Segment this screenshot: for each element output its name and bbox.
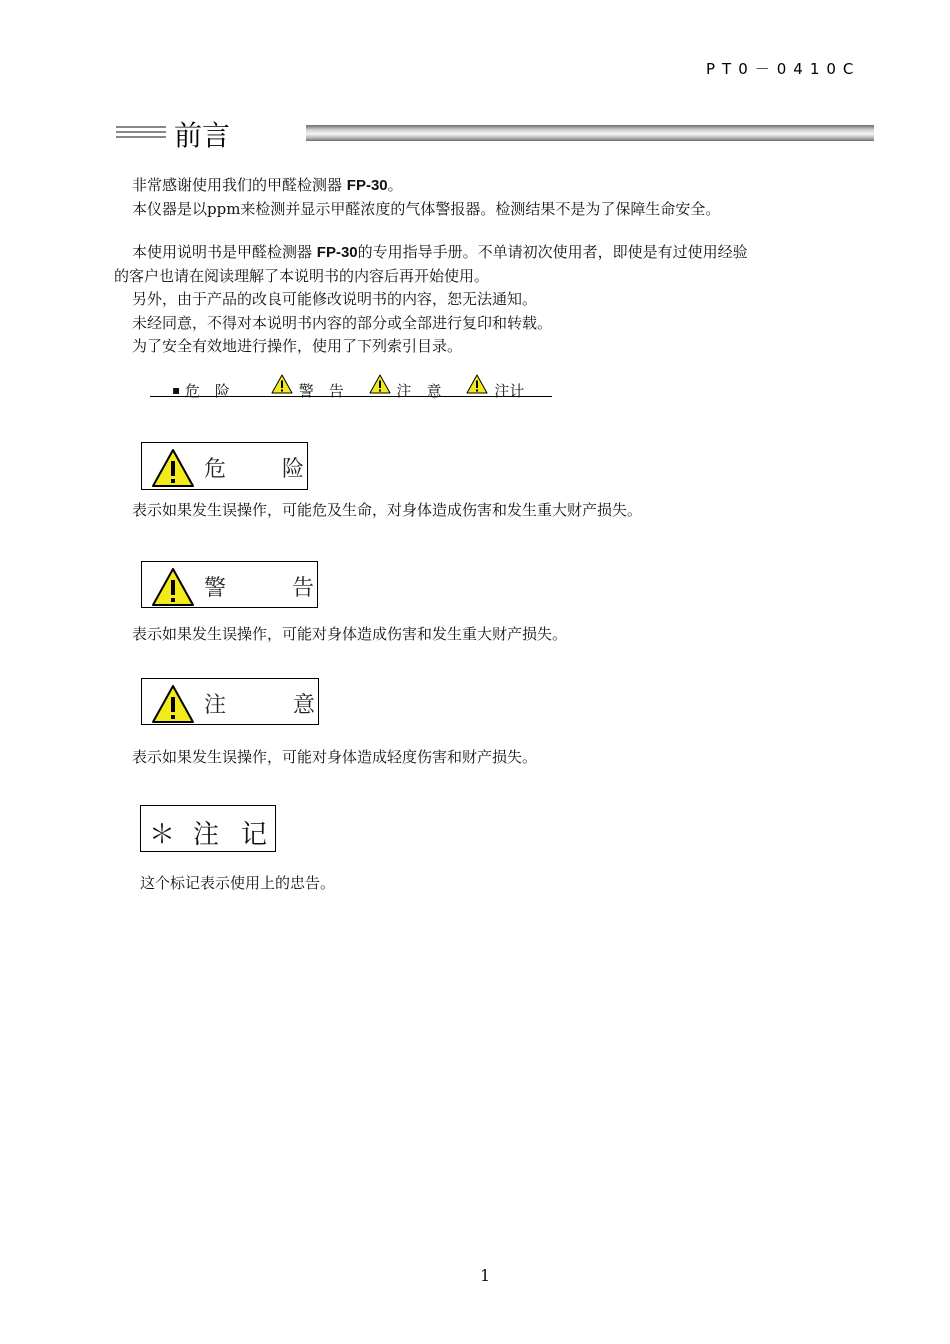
document-code: PT0－0410C <box>706 60 861 78</box>
model-name: FP-30 <box>316 244 358 261</box>
paragraph-4: 另外，由于产品的改良可能修改说明书的内容，恕无法通知。 <box>132 290 538 308</box>
legend-note: 注计 <box>494 381 525 400</box>
caution-label-box: 注 意 <box>141 678 319 725</box>
warning-description: 表示如果发生误操作，可能对身体造成伤害和发生重大财产损失。 <box>132 625 568 643</box>
warning-triangle-icon <box>151 684 195 724</box>
paragraph-5: 未经同意，不得对本说明书内容的部分或全部进行复印和转载。 <box>132 313 553 332</box>
bullet-icon: ▪ <box>172 383 181 397</box>
paragraph-2: 本仪器是以ppm来检测并显示甲醛浓度的气体警报器。检测结果不是为了保障生命安全。 <box>132 199 721 218</box>
intro-text <box>114 174 874 359</box>
legend-danger: 危 险 <box>184 381 230 400</box>
note-description: 这个标记表示使用上的忠告。 <box>140 874 336 892</box>
symbol-legend <box>150 374 552 400</box>
heading-decor-lines <box>116 126 166 140</box>
warning-label-box: 警 告 <box>141 561 318 608</box>
legend-warning: 警 告 <box>298 381 344 400</box>
danger-description: 表示如果发生误操作，可能危及生命，对身体造成伤害和发生重大财产损失。 <box>132 501 643 519</box>
danger-label-box: 危 险 <box>141 442 308 490</box>
paragraph-6: 为了安全有效地进行操作，使用了下列索引目录。 <box>132 337 463 355</box>
page-number: 1 <box>480 1266 491 1285</box>
paragraph-1: 非常感谢使用我们的甲醛检测器 FP-30。 <box>132 176 403 194</box>
note-label-box: ＊ 注 记 <box>140 805 276 852</box>
legend-caution: 注 意 <box>396 381 442 400</box>
caution-description: 表示如果发生误操作，可能对身体造成轻度伤害和财产损失。 <box>132 748 538 766</box>
page-title: 前言 <box>174 119 231 152</box>
warning-triangle-icon <box>151 567 195 607</box>
model-name: FP-30 <box>346 177 388 194</box>
asterisk-icon: ＊ <box>149 820 176 850</box>
warning-triangle-icon <box>151 448 195 488</box>
paragraph-3: 本使用说明书是甲醛检测器 FP-30的专用指导手册。不单请初次使用者，即使是有过使用经验 <box>132 243 748 261</box>
paragraph-3-cont: 的客户也请在阅读理解了本说明书的内容后再开始使用。 <box>114 266 490 285</box>
warning-triangle-icon <box>369 374 391 394</box>
warning-triangle-icon <box>466 374 488 394</box>
warning-triangle-icon <box>271 374 293 394</box>
heading-bar <box>306 125 874 141</box>
